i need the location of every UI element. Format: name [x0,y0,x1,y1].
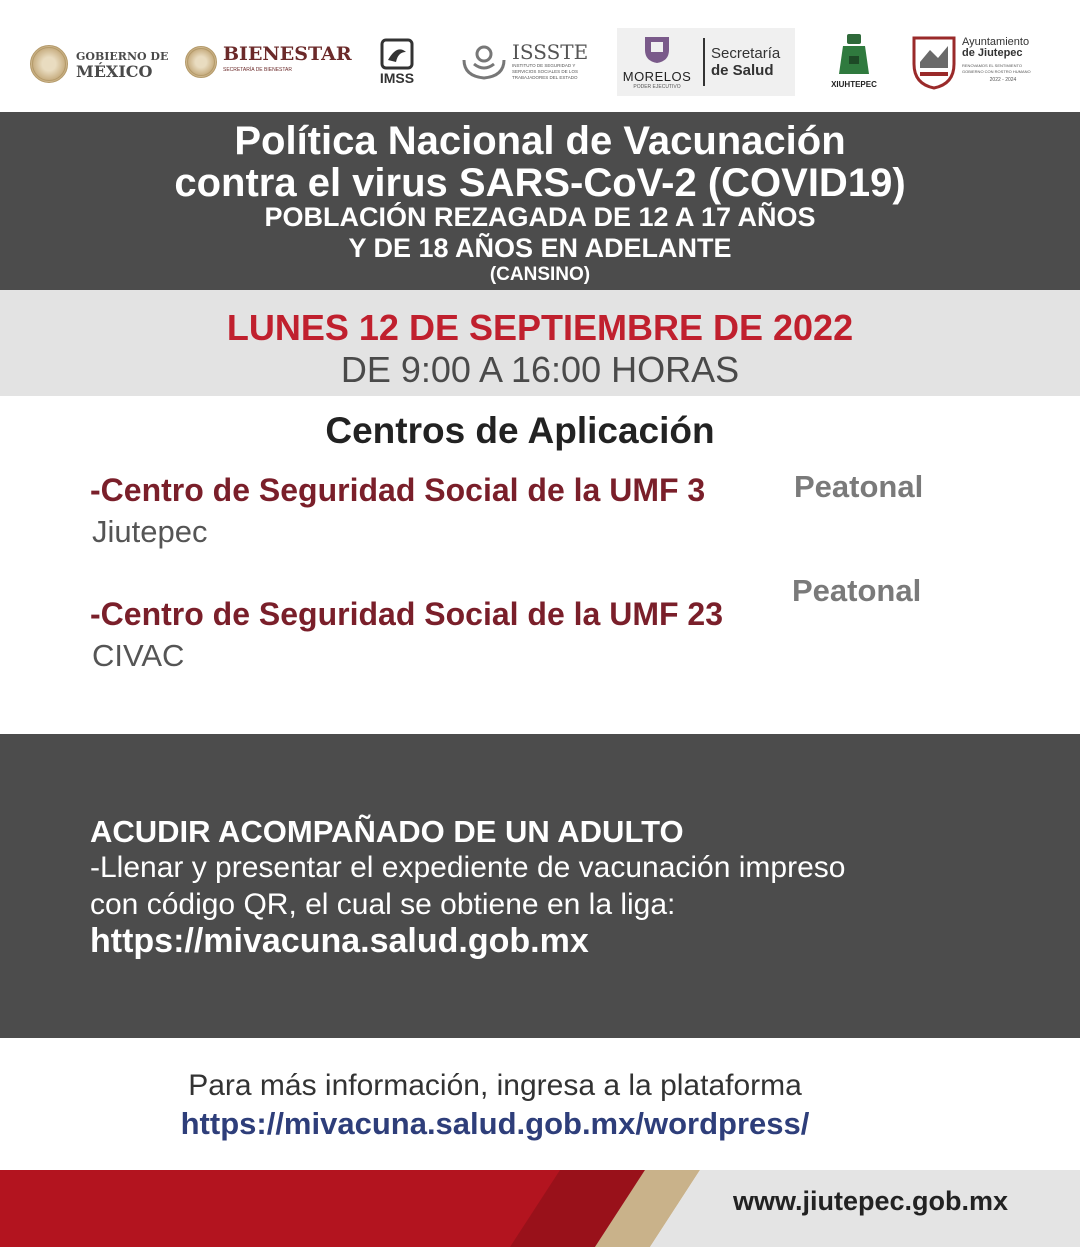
logo-divider [703,38,705,86]
center-mode-umf3: Peatonal [794,469,924,504]
requirements-heading: ACUDIR ACOMPAÑADO DE UN ADULTO [90,814,684,849]
mexico-seal-icon [30,45,68,83]
issste-logo-text: ISSSTE [512,40,589,64]
requirements-section [0,734,1080,1038]
target-population-line2: Y DE 18 AÑOS EN ADELANTE [348,233,732,263]
target-population-line1: POBLACIÓN REZAGADA DE 12 A 17 AÑOS [264,202,816,232]
requirements-line1: -Llenar y presentar el expediente de vacunación impreso [90,851,846,884]
center-name-umf3: -Centro de Seguridad Social de la UMF 3 [90,472,706,508]
salud-logo-top: Secretaría [711,45,781,62]
campaign-title: Política Nacional de Vacunación [234,119,846,163]
centers-section [0,396,1080,734]
gobierno-mexico-logo [30,45,168,83]
gobierno-logo-bottom: MÉXICO [76,62,153,81]
logo-bar [0,0,1080,112]
schedule-banner [0,290,1080,396]
campaign-subtitle: contra el virus SARS-CoV-2 (COVID19) [174,161,906,205]
gobierno-logo-top: GOBIERNO DE [76,50,169,63]
ayuntamiento-logo [912,32,1044,90]
imss-logo-text: IMSS [379,70,415,86]
issste-hands-icon [460,40,508,82]
xiutepec-logo [826,32,882,89]
center-place-umf23: CIVAC [92,638,185,673]
title-banner [0,112,1080,290]
morelos-logo-sub: PODER EJECUTIVO [633,84,681,90]
jiutepec-shield-icon [912,32,956,90]
imss-logo [378,38,416,86]
ayuntamiento-logo-top: Ayuntamiento [962,35,1030,48]
center-name-umf23: -Centro de Seguridad Social de la UMF 23 [90,596,724,632]
vaccine-name: (CANSINO) [489,264,591,285]
centers-heading: Centros de Aplicación [325,410,715,451]
website-url[interactable]: www.jiutepec.gob.mx [732,1186,1008,1216]
xiutepec-glyph-icon [837,32,871,80]
imss-eagle-icon [378,38,416,70]
morelos-logo-text: MORELOS [622,69,692,84]
ayuntamiento-logo-sub: RENOVAMOS EL SENTIMIENTO GOBIERNO CON ROSTRO HUMANO [962,62,1031,74]
center-place-umf3: Jiutepec [92,514,208,549]
bienestar-logo-text: BIENESTAR [223,43,352,65]
salud-logo-bottom: de Salud [711,62,774,79]
bienestar-logo-sub: SECRETARÍA DE BIENESTAR [223,67,292,73]
xiutepec-logo-text: XIUHTEPEC [831,80,877,89]
info-text: Para más información, ingresa a la plataforma [188,1069,802,1102]
footer [0,1170,1080,1247]
ayuntamiento-logo-bottom: de Jiutepec [962,46,1023,59]
issste-logo [460,40,590,82]
center-mode-umf23: Peatonal [792,573,922,608]
morelos-shield-icon [642,34,672,64]
requirements-line2: con código QR, el cual se obtiene en la liga: [90,888,676,921]
morelos-salud-logo [617,28,795,96]
ayuntamiento-logo-years: 2022 - 2024 [989,76,1017,83]
issste-logo-sub: INSTITUTO DE SEGURIDAD Y SERVICIOS SOCIALES DE LOS TRABAJADORES DEL ESTADO [512,63,578,80]
mivacuna-link[interactable]: https://mivacuna.salud.gob.mx [90,922,589,960]
info-section [0,1038,1080,1170]
wordpress-link[interactable]: https://mivacuna.salud.gob.mx/wordpress/ [180,1106,810,1141]
vaccination-hours: DE 9:00 A 16:00 HORAS [340,349,740,390]
bienestar-logo [185,43,352,78]
bienestar-seal-icon [185,46,217,78]
vaccination-date: LUNES 12 DE SEPTIEMBRE DE 2022 [226,307,854,348]
